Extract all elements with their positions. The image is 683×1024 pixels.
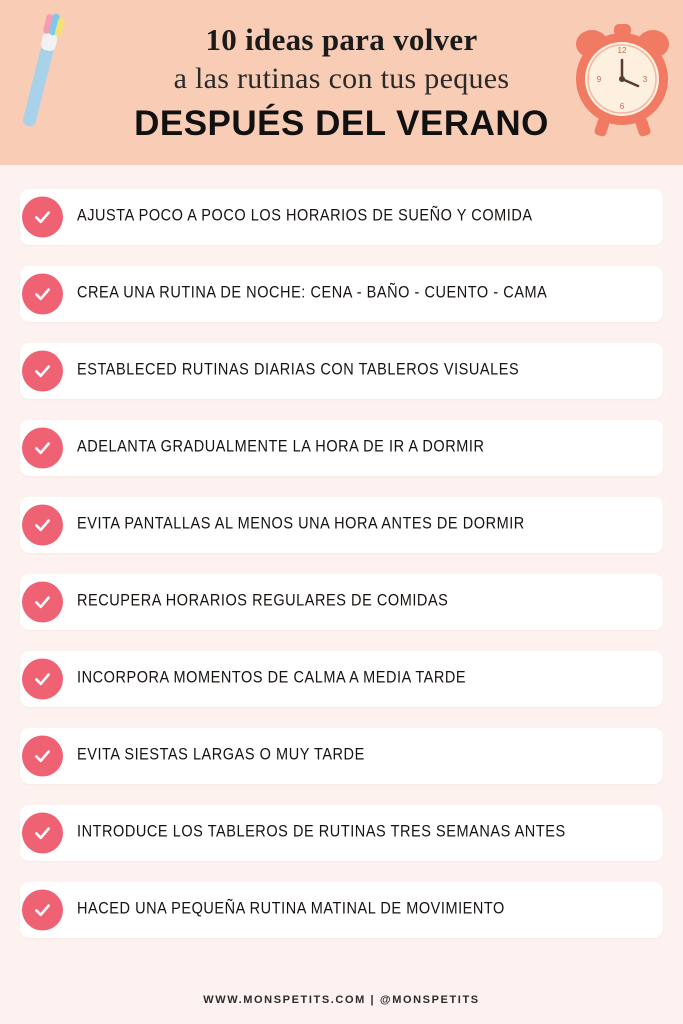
list-item[interactable] <box>20 343 663 399</box>
svg-text:3: 3 <box>642 75 648 84</box>
list-item-label: INCORPORA MOMENTOS DE CALMA A MEDIA TARDE <box>77 669 467 688</box>
list-item-label: CREA UNA RUTINA DE NOCHE: CENA - BAÑO - CUENTO - CAMA <box>77 284 548 303</box>
title-line-1: 10 ideas para volver <box>205 22 478 57</box>
svg-text:6: 6 <box>619 102 625 111</box>
svg-text:12: 12 <box>617 46 627 55</box>
list-item-label: AJUSTA POCO A POCO LOS HORARIOS DE SUEÑO Y COMIDA <box>77 207 533 226</box>
svg-text:9: 9 <box>596 75 602 84</box>
list-item[interactable] <box>20 574 663 630</box>
list-item-label: EVITA SIESTAS LARGAS O MUY TARDE <box>77 746 365 765</box>
list-item[interactable] <box>20 266 663 322</box>
page-title <box>0 22 683 145</box>
list-item[interactable] <box>20 805 663 861</box>
list-item[interactable] <box>20 651 663 707</box>
list-item[interactable] <box>20 728 663 784</box>
list-item[interactable] <box>20 420 663 476</box>
list-item-label: INTRODUCE LOS TABLEROS DE RUTINAS TRES SEMANAS ANTES <box>77 823 566 842</box>
list-item-label: HACED UNA PEQUEÑA RUTINA MATINAL DE MOVIMIENTO <box>77 900 505 919</box>
list-item-label: ADELANTA GRADUALMENTE LA HORA DE IR A DORMIR <box>77 438 485 457</box>
list-item[interactable] <box>20 497 663 553</box>
list-item-label: RECUPERA HORARIOS REGULARES DE COMIDAS <box>77 592 449 611</box>
list-item[interactable] <box>20 189 663 245</box>
list-item-label: EVITA PANTALLAS AL MENOS UNA HORA ANTES DE DORMIR <box>77 515 525 534</box>
footer <box>0 976 683 1024</box>
ideas-list <box>0 165 683 938</box>
title-line-3: DESPUÉS DEL VERANO <box>134 103 549 143</box>
list-item-label: ESTABLECED RUTINAS DIARIAS CON TABLEROS VISUALES <box>77 361 520 380</box>
list-item[interactable] <box>20 882 663 938</box>
header-banner <box>0 0 683 165</box>
title-line-2: a las rutinas con tus peques <box>173 61 510 95</box>
footer-website-label: WWW.MONSPETITS.COM | @MONSPETITS <box>203 994 480 1006</box>
